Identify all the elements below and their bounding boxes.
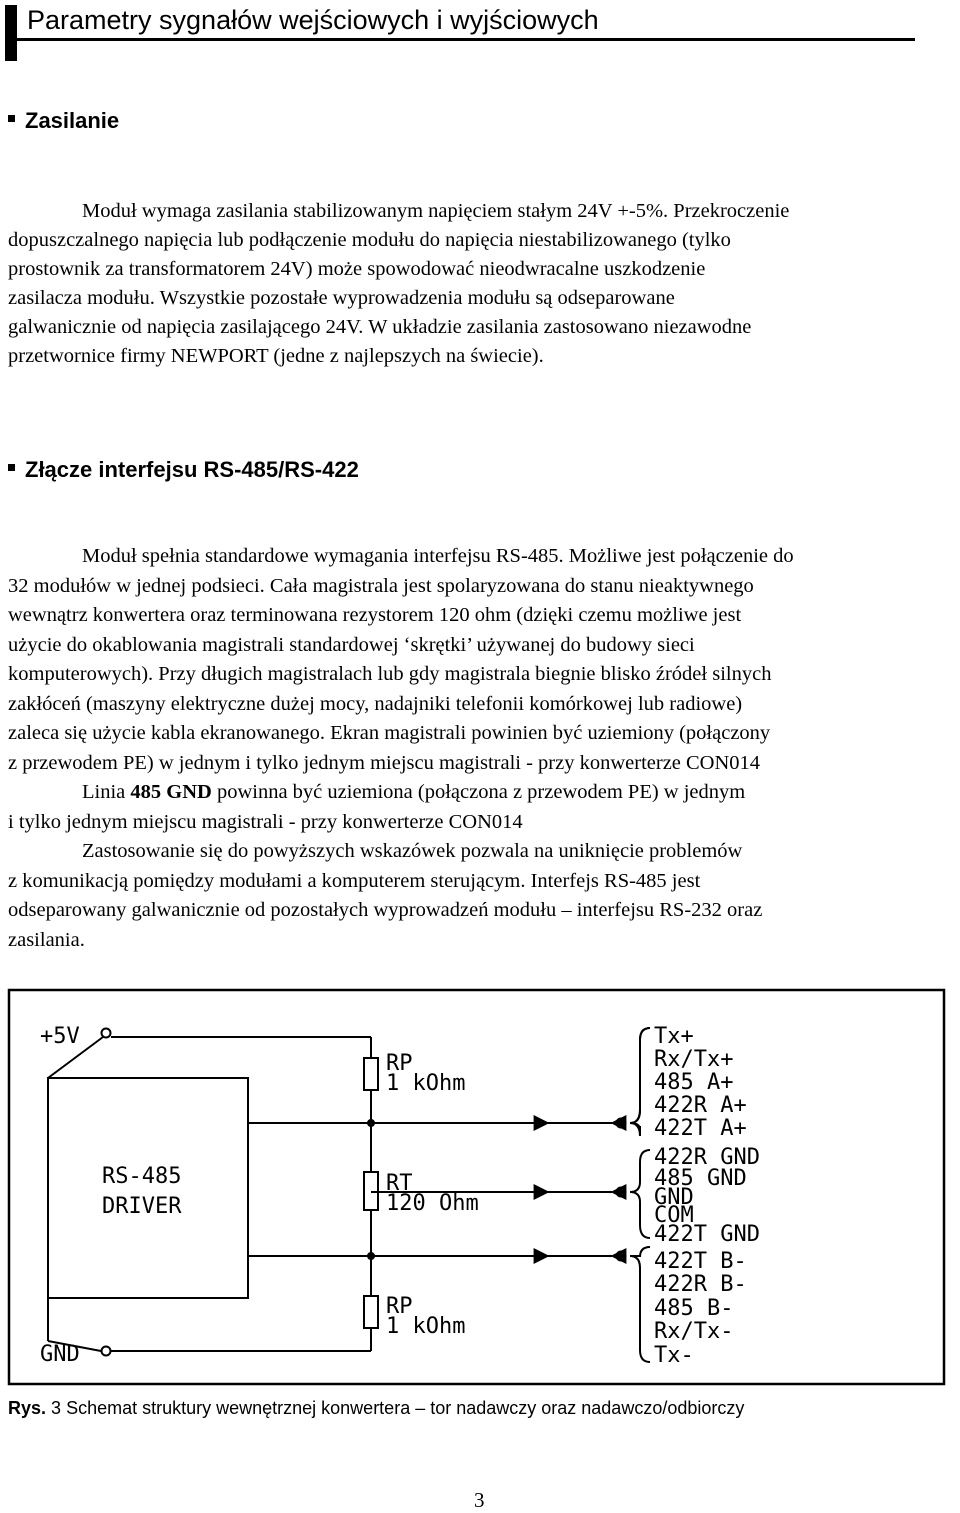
rp-bottom-resistor: [364, 1296, 378, 1328]
terminal-label: 422T B-: [654, 1249, 747, 1274]
terminal-label: 422R GND: [654, 1145, 760, 1170]
driver-label-1: RS-485: [102, 1164, 182, 1189]
gnd-note-line-2: i tylko jednym miejscu magistrali - przy konwerterze CON014: [8, 810, 523, 833]
power-line: dopuszczalnego napięcia lub podłączenie modułu do napięcia niestabilizowanego (tylko: [8, 229, 731, 251]
rp-top-resistor: [364, 1058, 378, 1090]
interface-line: z przewodem PE) w jednym i tylko jednym miejscu magistrali - przy konwerterze CON014: [8, 751, 761, 774]
terminal-label: 422T A+: [654, 1116, 747, 1141]
bullet-square-icon: [8, 115, 15, 122]
ground-label: GND: [40, 1342, 80, 1367]
rp-bottom-value: 1 kOhm: [386, 1314, 466, 1339]
driver-label-2: DRIVER: [102, 1194, 182, 1219]
rp-top-value: 1 kOhm: [386, 1071, 466, 1096]
page-number: 3: [474, 1488, 485, 1512]
terminal-minus: [617, 1252, 626, 1261]
interface-line: użycie do okablowania magistrali standardowej ‘skrętki’ używanej do budowy sieci: [8, 633, 695, 656]
junction-plus: [368, 1120, 374, 1126]
terminal-gnd: [617, 1188, 626, 1197]
terminal-label: 485 A+: [654, 1070, 734, 1095]
terminal-label: GND: [654, 1185, 694, 1210]
caption-prefix: Rys.: [8, 1398, 47, 1418]
rt-name: RT: [386, 1171, 413, 1196]
caption-number: 3: [51, 1398, 62, 1418]
power-line: Moduł wymaga zasilania stabilizowanym napięciem stałym 24V +-5%. Przekroczenie: [82, 200, 790, 222]
section-heading-power-label: Zasilanie: [25, 108, 120, 133]
terminal-label: 485 B-: [654, 1296, 734, 1321]
supply-label: +5V: [40, 1024, 80, 1049]
terminal-label: COM: [654, 1203, 694, 1228]
gnd-note-line: [8, 778, 794, 808]
interface-paragraph: [8, 542, 794, 955]
interface-line: 32 modułów w jednej podsieci. Cała magistrala jest spolaryzowana do stanu nieaktywnego: [8, 574, 754, 597]
power-paragraph: [8, 197, 789, 371]
interface-line: zakłóceń (maszyny elektryczne dużej mocy, nadajniki telefonii komórkowej lub radiowe): [8, 692, 743, 715]
power-line: przetwornice firmy NEWPORT (jedne z najlepszych na świecie).: [8, 345, 544, 367]
title-underline: [17, 38, 915, 41]
section-heading-interface: [8, 457, 359, 483]
power-line: galwanicznie od napięcia zasilającego 24V. W układzie zasilania zastosowano niezawodne: [8, 316, 752, 338]
terminal-label: 422R A+: [654, 1093, 747, 1118]
terminal-label: 422R B-: [654, 1272, 747, 1297]
section-heading-interface-label: Złącze interfejsu RS-485/RS-422: [25, 457, 359, 482]
title-bar-accent: [5, 5, 17, 61]
terminal-label: 485 GND: [654, 1166, 747, 1191]
supply-terminal: [102, 1029, 111, 1038]
terminal-label: 422T GND: [654, 1222, 760, 1247]
gnd-note-bold: 485 GND: [130, 781, 212, 803]
caption-text: Schemat struktury wewnętrznej konwertera – tor nadawczy oraz nadawczo/odbiorczy: [61, 1398, 745, 1418]
converter-schematic: [0, 985, 960, 1395]
figure-caption: [8, 1398, 744, 1419]
usage-line: zasilania.: [8, 928, 85, 951]
usage-line: odseparowany galwanicznie od pozostałych wyprowadzeń modułu – interfejsu RS-232 oraz: [8, 899, 763, 921]
interface-line: zaleca się użycie kabla ekranowanego. Ekran magistrali powinien być uziemiony (połączony: [8, 722, 771, 744]
brace-plus-top: [630, 1028, 650, 1123]
ground-terminal: [102, 1347, 111, 1356]
terminal-label: Tx+: [654, 1024, 694, 1049]
power-line: zasilacza modułu. Wszystkie pozostałe wyprowadzenia modułu są odseparowane: [8, 287, 675, 309]
gnd-note-post: powinna być uziemiona (połączona z przewodem PE) w jednym: [211, 781, 746, 803]
bullet-square-icon: [8, 464, 15, 471]
brace-gnd: [630, 1150, 650, 1238]
brace-minus: [630, 1247, 650, 1362]
terminal-label: Rx/Tx-: [654, 1319, 734, 1344]
interface-line: wewnątrz konwertera oraz terminowana rezystorem 120 ohm (dzięki czemu możliwe jest: [8, 604, 742, 626]
terminal-plus: [617, 1119, 626, 1128]
terminal-label: Tx-: [654, 1343, 694, 1368]
rp-bottom-name: RP: [386, 1294, 413, 1319]
interface-line: komputerowych). Przy długich magistralach lub gdy magistrala biegnie blisko źródeł silnych: [8, 663, 772, 685]
rt-value: 120 Ohm: [386, 1191, 479, 1216]
terminal-label: Rx/Tx+: [654, 1047, 734, 1072]
section-heading-power: [8, 108, 119, 134]
usage-line: z komunikacją pomiędzy modułami a komputerem sterującym. Interfejs RS-485 jest: [8, 869, 701, 892]
interface-line: Moduł spełnia standardowe wymagania interfejsu RS-485. Możliwe jest połączenie do: [82, 545, 794, 567]
page-title: Parametry sygnałów wejściowych i wyjściowych: [27, 5, 599, 35]
rp-top-name: RP: [386, 1051, 413, 1076]
gnd-note-pre: Linia: [82, 781, 131, 803]
usage-line: Zastosowanie się do powyższych wskazówek pozwala na uniknięcie problemów: [82, 840, 743, 862]
junction-minus: [368, 1253, 374, 1259]
power-line: prostownik za transformatorem 24V) może spowodować nieodwracalne uszkodzenie: [8, 258, 706, 280]
